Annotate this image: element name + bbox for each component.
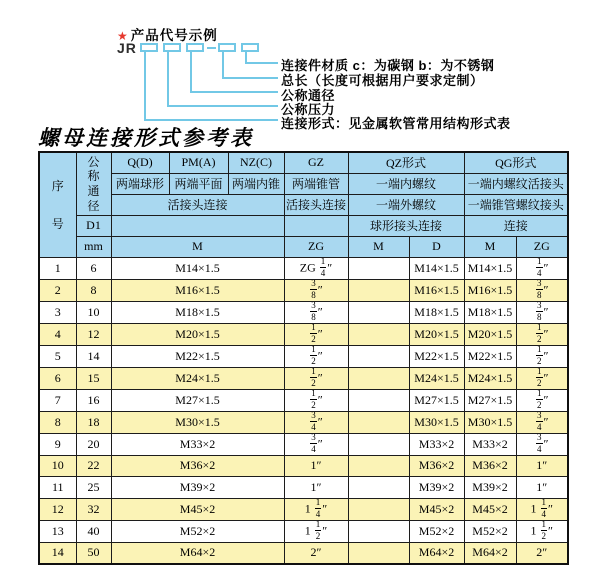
header-qg-connection: 连接 [464, 215, 568, 236]
cell-no: 8 [39, 411, 76, 433]
header-qz-connection: 球形接头连接 [348, 215, 464, 236]
code-box-2 [163, 43, 181, 52]
cell-qz_d: M64×2 [409, 542, 464, 564]
label-nominal-diameter: 公称通径 [281, 88, 336, 103]
cell-m: M16×1.5 [111, 279, 284, 301]
cell-qg_zg: 1″ [516, 455, 568, 477]
cell-gz_zg: ZG $\frac{1}{4}$ ″ [284, 257, 348, 279]
connector-line [190, 91, 278, 93]
cell-mm: 8 [76, 279, 111, 301]
cell-gz_zg: $\frac{1}{2}$ ″ [284, 323, 348, 345]
cell-gz_zg: $\frac{3}{4}$ ″ [284, 411, 348, 433]
code-box-4 [218, 43, 236, 52]
header-nz-desc: 两端内锥 [228, 173, 284, 194]
header-qz-d: D [409, 236, 464, 257]
cell-mm: 32 [76, 498, 111, 520]
example-title-text: 产品代号示例 [130, 28, 218, 43]
cell-qg_zg: $\frac{1}{2}$ ″ [516, 345, 568, 367]
table-body [39, 257, 568, 564]
connector-line [167, 105, 278, 107]
cell-qz_d: M24×1.5 [409, 367, 464, 389]
cell-qg_m: M27×1.5 [464, 389, 516, 411]
header-seq: 序 号 [39, 152, 76, 257]
fraction: $\frac{3}{8}$ [311, 301, 316, 322]
cell-no: 7 [39, 389, 76, 411]
cell-qz_d: M27×1.5 [409, 389, 464, 411]
cell-qg_m: M45×2 [464, 498, 516, 520]
cell-qz_d: M18×1.5 [409, 301, 464, 323]
cell-qz_m [348, 455, 409, 477]
fraction: $\frac{3}{4}$ [311, 433, 316, 454]
cell-m: M27×1.5 [111, 389, 284, 411]
fraction: $\frac{1}{4}$ [541, 498, 546, 519]
header-qz-desc2: 一端外螺纹 [348, 194, 464, 215]
cell-no: 13 [39, 520, 76, 542]
cell-qz_m [348, 411, 409, 433]
cell-qz_d: M33×2 [409, 433, 464, 455]
table-row [39, 345, 568, 367]
header-qg-desc2: 一端锥管螺纹接头 [464, 194, 568, 215]
cell-gz_zg: $\frac{3}{8}$ ″ [284, 279, 348, 301]
table-row [39, 279, 568, 301]
header-d1: D1 [76, 215, 111, 236]
cell-no: 14 [39, 542, 76, 564]
cell-gz_zg: 1 $\frac{1}{4}$ ″ [284, 498, 348, 520]
cell-qg_zg: 1″ [516, 477, 568, 499]
fraction: $\frac{1}{2}$ [315, 520, 321, 541]
cell-qz_m [348, 542, 409, 564]
cell-qz_d: M39×2 [409, 477, 464, 499]
fraction: $\frac{1}{2}$ [311, 367, 316, 388]
cell-gz_zg: $\frac{1}{2}$ ″ [284, 389, 348, 411]
cell-mm: 20 [76, 433, 111, 455]
connector-line [167, 52, 169, 107]
fraction: $\frac{1}{2}$ [537, 389, 542, 410]
connector-line [245, 62, 278, 64]
cell-mm: 15 [76, 367, 111, 389]
cell-qz_m [348, 520, 409, 542]
cell-m: M24×1.5 [111, 367, 284, 389]
cell-no: 6 [39, 367, 76, 389]
header-empty-cell [284, 215, 348, 236]
fraction: $\frac{1}{4}$ [320, 257, 326, 278]
cell-qz_m [348, 498, 409, 520]
cell-qg_m: M33×2 [464, 433, 516, 455]
fraction: $\frac{1}{4}$ [537, 257, 542, 278]
header-qz-m: M [348, 236, 409, 257]
header-union-connection: 活接头连接 [111, 194, 284, 215]
cell-qg_zg: $\frac{1}{4}$ ″ [516, 257, 568, 279]
cell-m: M14×1.5 [111, 257, 284, 279]
cell-gz_zg: 1″ [284, 477, 348, 499]
table-row [39, 477, 568, 499]
header-qz-desc1: 一端内螺纹 [348, 173, 464, 194]
cell-m: M39×2 [111, 477, 284, 499]
fraction: $\frac{3}{4}$ [537, 411, 542, 432]
cell-qg_zg: 1 $\frac{1}{2}$ ″ [516, 520, 568, 542]
table-row [39, 323, 568, 345]
table-title: 螺母连接形式参考表 [38, 126, 254, 150]
cell-qz_d: M22×1.5 [409, 345, 464, 367]
cell-qz_d: M16×1.5 [409, 279, 464, 301]
table-row [39, 389, 568, 411]
cell-mm: 25 [76, 477, 111, 499]
cell-qg_m: M64×2 [464, 542, 516, 564]
code-box-1 [140, 43, 158, 52]
cell-qz_d: M45×2 [409, 498, 464, 520]
cell-no: 1 [39, 257, 76, 279]
cell-no: 11 [39, 477, 76, 499]
connector-line [144, 119, 278, 121]
table-row [39, 367, 568, 389]
cell-no: 12 [39, 498, 76, 520]
connector-line [190, 52, 192, 93]
header-q-desc: 两端球形 [111, 173, 169, 194]
cell-mm: 6 [76, 257, 111, 279]
cell-qg_m: M20×1.5 [464, 323, 516, 345]
fraction: $\frac{3}{4}$ [537, 433, 542, 454]
cell-qz_d: M14×1.5 [409, 257, 464, 279]
cell-qg_m: M14×1.5 [464, 257, 516, 279]
cell-no: 9 [39, 433, 76, 455]
cell-m: M30×1.5 [111, 411, 284, 433]
table-row [39, 257, 568, 279]
header-mm: mm [76, 236, 111, 257]
cell-m: M45×2 [111, 498, 284, 520]
fraction: $\frac{3}{8}$ [537, 279, 542, 300]
header-qg-zg: ZG [516, 236, 568, 257]
label-connector-material: 连接件材质 c：为碳钢 b：为不锈钢 [281, 58, 495, 73]
header-m: M [111, 236, 284, 257]
table-row [39, 411, 568, 433]
cell-qg_zg: 1 $\frac{1}{4}$ ″ [516, 498, 568, 520]
cell-m: M18×1.5 [111, 301, 284, 323]
table-row [39, 542, 568, 564]
header-nominal-diameter: 公 称 通 径 [76, 152, 111, 215]
cell-mm: 50 [76, 542, 111, 564]
cell-gz_zg: $\frac{3}{8}$ ″ [284, 301, 348, 323]
cell-no: 10 [39, 455, 76, 477]
header-gz-connection: 活接头连接 [284, 194, 348, 215]
cell-m: M36×2 [111, 455, 284, 477]
table-row [39, 433, 568, 455]
cell-qz_d: M36×2 [409, 455, 464, 477]
cell-m: M33×2 [111, 433, 284, 455]
cell-m: M22×1.5 [111, 345, 284, 367]
nut-connection-reference-table [38, 151, 569, 565]
header-gz-desc: 两端锥管 [284, 173, 348, 194]
fraction: $\frac{1}{2}$ [537, 323, 542, 344]
fraction: $\frac{3}{8}$ [537, 301, 542, 322]
cell-gz_zg: 1″ [284, 455, 348, 477]
cell-qg_zg: $\frac{3}{4}$ ″ [516, 433, 568, 455]
cell-no: 3 [39, 301, 76, 323]
cell-m: M52×2 [111, 520, 284, 542]
header-empty-cell [111, 215, 284, 236]
cell-qg_zg: $\frac{1}{2}$ ″ [516, 389, 568, 411]
table-row [39, 520, 568, 542]
label-connection-form: 连接形式：见金属软管常用结构形式表 [281, 116, 511, 131]
cell-m: M64×2 [111, 542, 284, 564]
label-nominal-pressure: 公称压力 [281, 102, 336, 117]
code-box-5 [241, 43, 259, 52]
code-box-3 [186, 43, 204, 52]
header-col-qd: Q(D) [111, 152, 169, 173]
cell-qg_m: M52×2 [464, 520, 516, 542]
fraction: $\frac{3}{8}$ [311, 279, 316, 300]
fraction: $\frac{1}{2}$ [311, 345, 316, 366]
cell-qz_m [348, 323, 409, 345]
cell-mm: 40 [76, 520, 111, 542]
connector-line [222, 52, 224, 79]
cell-qg_m: M39×2 [464, 477, 516, 499]
header-qg-m: M [464, 236, 516, 257]
cell-qg_m: M18×1.5 [464, 301, 516, 323]
cell-qg_m: M22×1.5 [464, 345, 516, 367]
cell-qz_m [348, 389, 409, 411]
cell-qz_m [348, 257, 409, 279]
cell-gz_zg: 2″ [284, 542, 348, 564]
cell-mm: 12 [76, 323, 111, 345]
cell-qg_zg: 2″ [516, 542, 568, 564]
table-row [39, 455, 568, 477]
header-zg: ZG [284, 236, 348, 257]
cell-qg_m: M36×2 [464, 455, 516, 477]
cell-m: M20×1.5 [111, 323, 284, 345]
table-row [39, 498, 568, 520]
code-dash [207, 47, 216, 49]
header-col-qg: QG形式 [464, 152, 568, 173]
cell-gz_zg: $\frac{1}{2}$ ″ [284, 367, 348, 389]
fraction: $\frac{1}{2}$ [541, 520, 546, 541]
header-col-pma: PM(A) [169, 152, 228, 173]
connector-line [222, 77, 278, 79]
cell-qz_m [348, 433, 409, 455]
header-pm-desc: 两端平面 [169, 173, 228, 194]
code-prefix: JR [117, 40, 137, 56]
table-header [39, 152, 568, 257]
header-col-qz: QZ形式 [348, 152, 464, 173]
label-total-length: 总长（长度可根据用户要求定制） [281, 73, 484, 88]
cell-qz_m [348, 367, 409, 389]
cell-mm: 18 [76, 411, 111, 433]
header-qg-desc1: 一端内螺纹活接头 [464, 173, 568, 194]
cell-qg_zg: $\frac{1}{2}$ ″ [516, 323, 568, 345]
cell-qg_zg: $\frac{1}{2}$ ″ [516, 367, 568, 389]
cell-qz_d: M20×1.5 [409, 323, 464, 345]
cell-mm: 10 [76, 301, 111, 323]
cell-qg_zg: $\frac{3}{8}$ ″ [516, 279, 568, 301]
cell-no: 2 [39, 279, 76, 301]
cell-mm: 14 [76, 345, 111, 367]
connector-line [144, 52, 146, 121]
cell-qz_d: M30×1.5 [409, 411, 464, 433]
cell-qz_m [348, 301, 409, 323]
fraction: $\frac{1}{2}$ [537, 345, 542, 366]
cell-no: 5 [39, 345, 76, 367]
cell-qz_m [348, 279, 409, 301]
table-row [39, 301, 568, 323]
header-col-nzc: NZ(C) [228, 152, 284, 173]
cell-qg_m: M16×1.5 [464, 279, 516, 301]
cell-qg_m: M24×1.5 [464, 367, 516, 389]
cell-qg_zg: $\frac{3}{4}$ ″ [516, 411, 568, 433]
cell-gz_zg: $\frac{1}{2}$ ″ [284, 345, 348, 367]
cell-gz_zg: 1 $\frac{1}{2}$ ″ [284, 520, 348, 542]
cell-mm: 22 [76, 455, 111, 477]
cell-no: 4 [39, 323, 76, 345]
fraction: $\frac{1}{2}$ [537, 367, 542, 388]
cell-qg_m: M30×1.5 [464, 411, 516, 433]
cell-qz_d: M52×2 [409, 520, 464, 542]
cell-gz_zg: $\frac{3}{4}$ ″ [284, 433, 348, 455]
cell-qg_zg: $\frac{3}{8}$ ″ [516, 301, 568, 323]
cell-qz_m [348, 477, 409, 499]
fraction: $\frac{1}{2}$ [311, 389, 316, 410]
header-col-gz: GZ [284, 152, 348, 173]
fraction: $\frac{1}{2}$ [311, 323, 316, 344]
cell-qz_m [348, 345, 409, 367]
cell-mm: 16 [76, 389, 111, 411]
star-icon: ★ [117, 29, 129, 43]
fraction: $\frac{1}{4}$ [315, 498, 321, 519]
fraction: $\frac{3}{4}$ [311, 411, 316, 432]
